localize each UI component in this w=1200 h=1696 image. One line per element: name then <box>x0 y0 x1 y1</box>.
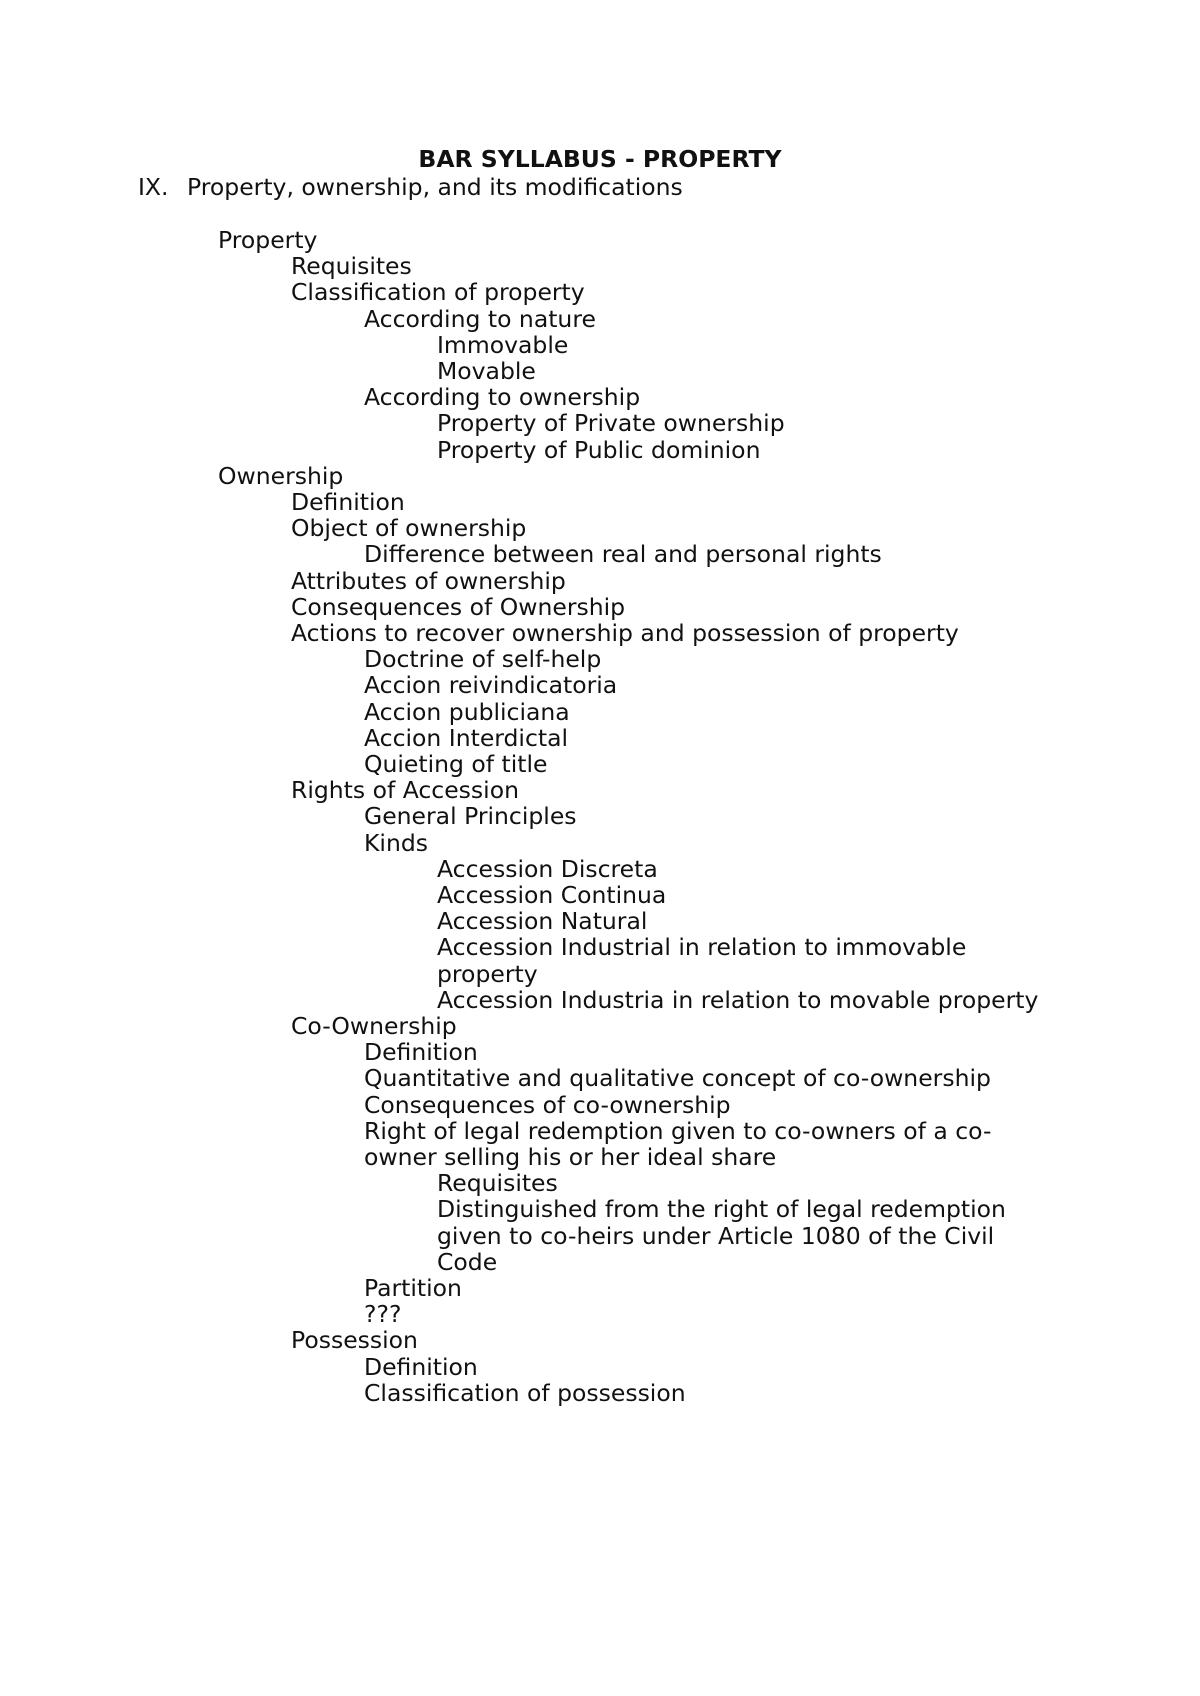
outline-text: Doctrine of self-help <box>364 645 602 674</box>
outline-text: Co-Ownership <box>291 1012 457 1040</box>
outline-text: Consequences of co-ownership <box>364 1090 731 1119</box>
outline-text: Requisites <box>291 252 412 281</box>
outline-text: Code <box>437 1247 498 1276</box>
section-text: Property, ownership, and its modifications <box>187 173 683 201</box>
outline-text: Partition <box>364 1274 462 1302</box>
outline-text: Property of Public dominion <box>437 435 761 464</box>
outline-text: Requisites <box>437 1169 558 1198</box>
outline-text: ??? <box>364 1300 402 1329</box>
outline-text: According to nature <box>364 304 596 333</box>
section-marker: IX. <box>138 173 169 201</box>
outline-text: Immovable <box>437 330 569 359</box>
outline-text: Quieting of title <box>364 750 548 778</box>
outline-text: Quantitative and qualitative concept of co-ownership <box>364 1064 991 1093</box>
outline-text: Consequences of Ownership <box>291 592 626 621</box>
outline-text: Definition <box>364 1352 478 1381</box>
document-title: BAR SYLLABUS - PROPERTY <box>418 145 782 173</box>
outline-text: Movable <box>437 357 536 385</box>
outline-text: Accession Natural <box>437 907 648 936</box>
outline-text: Accession Industrial in relation to immovable <box>437 933 967 962</box>
outline-text: Rights of Accession <box>291 776 519 805</box>
outline-text: Accion reivindicatoria <box>364 671 618 700</box>
outline-text: Definition <box>291 488 405 516</box>
outline-text: property <box>437 959 538 988</box>
outline-text: Ownership <box>218 461 344 490</box>
outline-text: Accion Interdictal <box>364 723 569 752</box>
outline-text: Accession Discreta <box>437 854 658 883</box>
outline-text: given to co-heirs under Article 1080 of the Civil <box>437 1221 995 1250</box>
outline-text: Accion publiciana <box>364 697 570 726</box>
outline-text: Property of Private ownership <box>437 409 785 438</box>
outline-text: Actions to recover ownership and possession of property <box>291 619 959 647</box>
outline-text: Accession Continua <box>437 881 667 909</box>
outline-text: owner selling his or her ideal share <box>364 1143 777 1171</box>
outline-text: Accession Industria in relation to movable property <box>437 985 1039 1014</box>
outline-text: General Principles <box>364 802 577 831</box>
outline-text: Object of ownership <box>291 514 527 543</box>
outline-text: Difference between real and personal rights <box>364 540 882 569</box>
outline-text: According to ownership <box>364 383 641 412</box>
outline-text: Possession <box>291 1326 418 1355</box>
outline-text: Distinguished from the right of legal redemption <box>437 1195 1006 1224</box>
outline-text: Right of legal redemption given to co-owners of a co- <box>364 1116 992 1145</box>
outline-text: Classification of possession <box>364 1378 686 1407</box>
outline-text: Property <box>218 226 318 254</box>
outline-text: Kinds <box>364 828 428 857</box>
outline-text: Definition <box>364 1038 478 1067</box>
outline-text: Attributes of ownership <box>291 566 566 595</box>
outline-text: Classification of property <box>291 278 585 307</box>
